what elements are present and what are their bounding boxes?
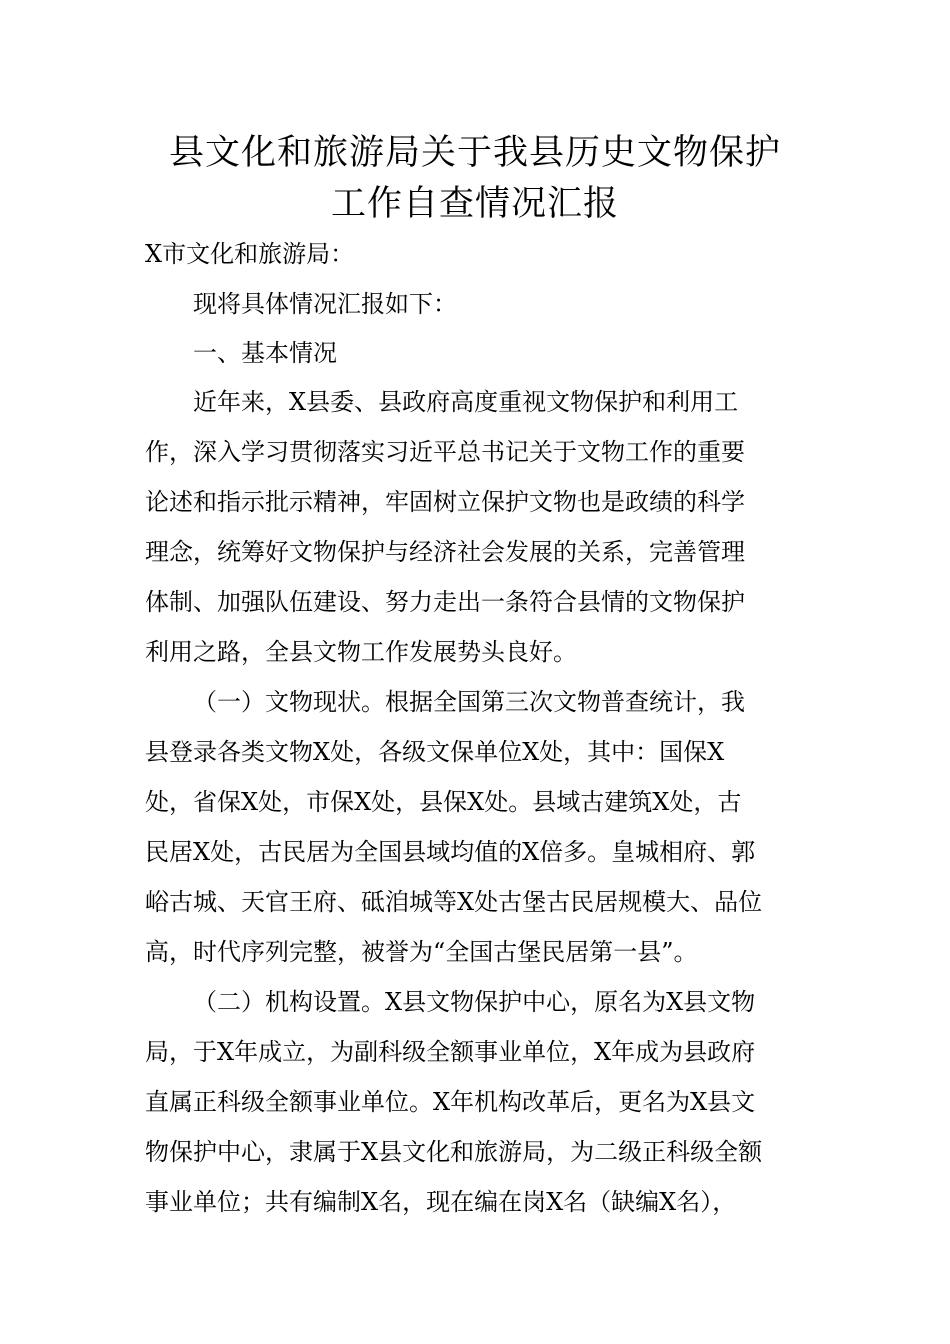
document-title-line-1: 县文化和旅游局关于我县历史文物保护: [168, 133, 781, 173]
document-title-line-2: 工作自查情况汇报: [330, 184, 619, 224]
intro-text: 现将具体情况汇报如下：: [193, 290, 457, 318]
paragraph-3-line-4: 物保护中心，隶属于X县文化和旅游局，为二级正科级全额: [145, 1138, 763, 1166]
paragraph-1-line-5: 体制、加强队伍建设、努力走出一条符合县情的文物保护: [145, 588, 745, 616]
paragraph-1-line-2: 作，深入学习贯彻落实习近平总书记关于文物工作的重要: [145, 438, 745, 466]
paragraph-1-line-1: 近年来，X县委、县政府高度重视文物保护和利用工: [193, 388, 739, 416]
paragraph-2-line-3: 处，省保X处，市保X处，县保X处。县域古建筑X处，古: [145, 788, 742, 816]
section-heading: 一、基本情况: [193, 339, 337, 367]
paragraph-3-line-3: 直属正科级全额事业单位。X年机构改革后，更名为X县文: [145, 1088, 756, 1116]
paragraph-2-line-6: 高，时代序列完整，被誉为“全国古堡民居第一县”。: [145, 938, 698, 966]
paragraph-3-line-2: 局，于X年成立，为副科级全额事业单位，X年成为县政府: [145, 1038, 756, 1066]
paragraph-1-line-6: 利用之路，全县文物工作发展势头良好。: [145, 638, 577, 666]
paragraph-3-line-1: （二）机构设置。X县文物保护中心，原名为X县文物: [193, 988, 756, 1016]
addressee: X市文化和旅游局：: [145, 240, 355, 268]
paragraph-3-line-5: 事业单位；共有编制X名，现在编在岗X名（缺编X名），: [145, 1188, 737, 1216]
paragraph-1-line-3: 论述和指示批示精神，牢固树立保护文物也是政绩的科学: [145, 488, 745, 516]
paragraph-2-line-1: （一）文物现状。根据全国第三次文物普查统计，我: [193, 688, 745, 716]
paragraph-2-line-4: 民居X处，古民居为全国县域均值的X倍多。皇城相府、郭: [145, 838, 756, 866]
paragraph-2-line-2: 县登录各类文物X处，各级文保单位X处，其中：国保X: [145, 738, 725, 766]
paragraph-2-line-5: 峪古城、天官王府、砥洎城等X处古堡古民居规模大、品位: [145, 888, 763, 916]
paragraph-1-line-4: 理念，统筹好文物保护与经济社会发展的关系，完善管理: [145, 538, 745, 566]
